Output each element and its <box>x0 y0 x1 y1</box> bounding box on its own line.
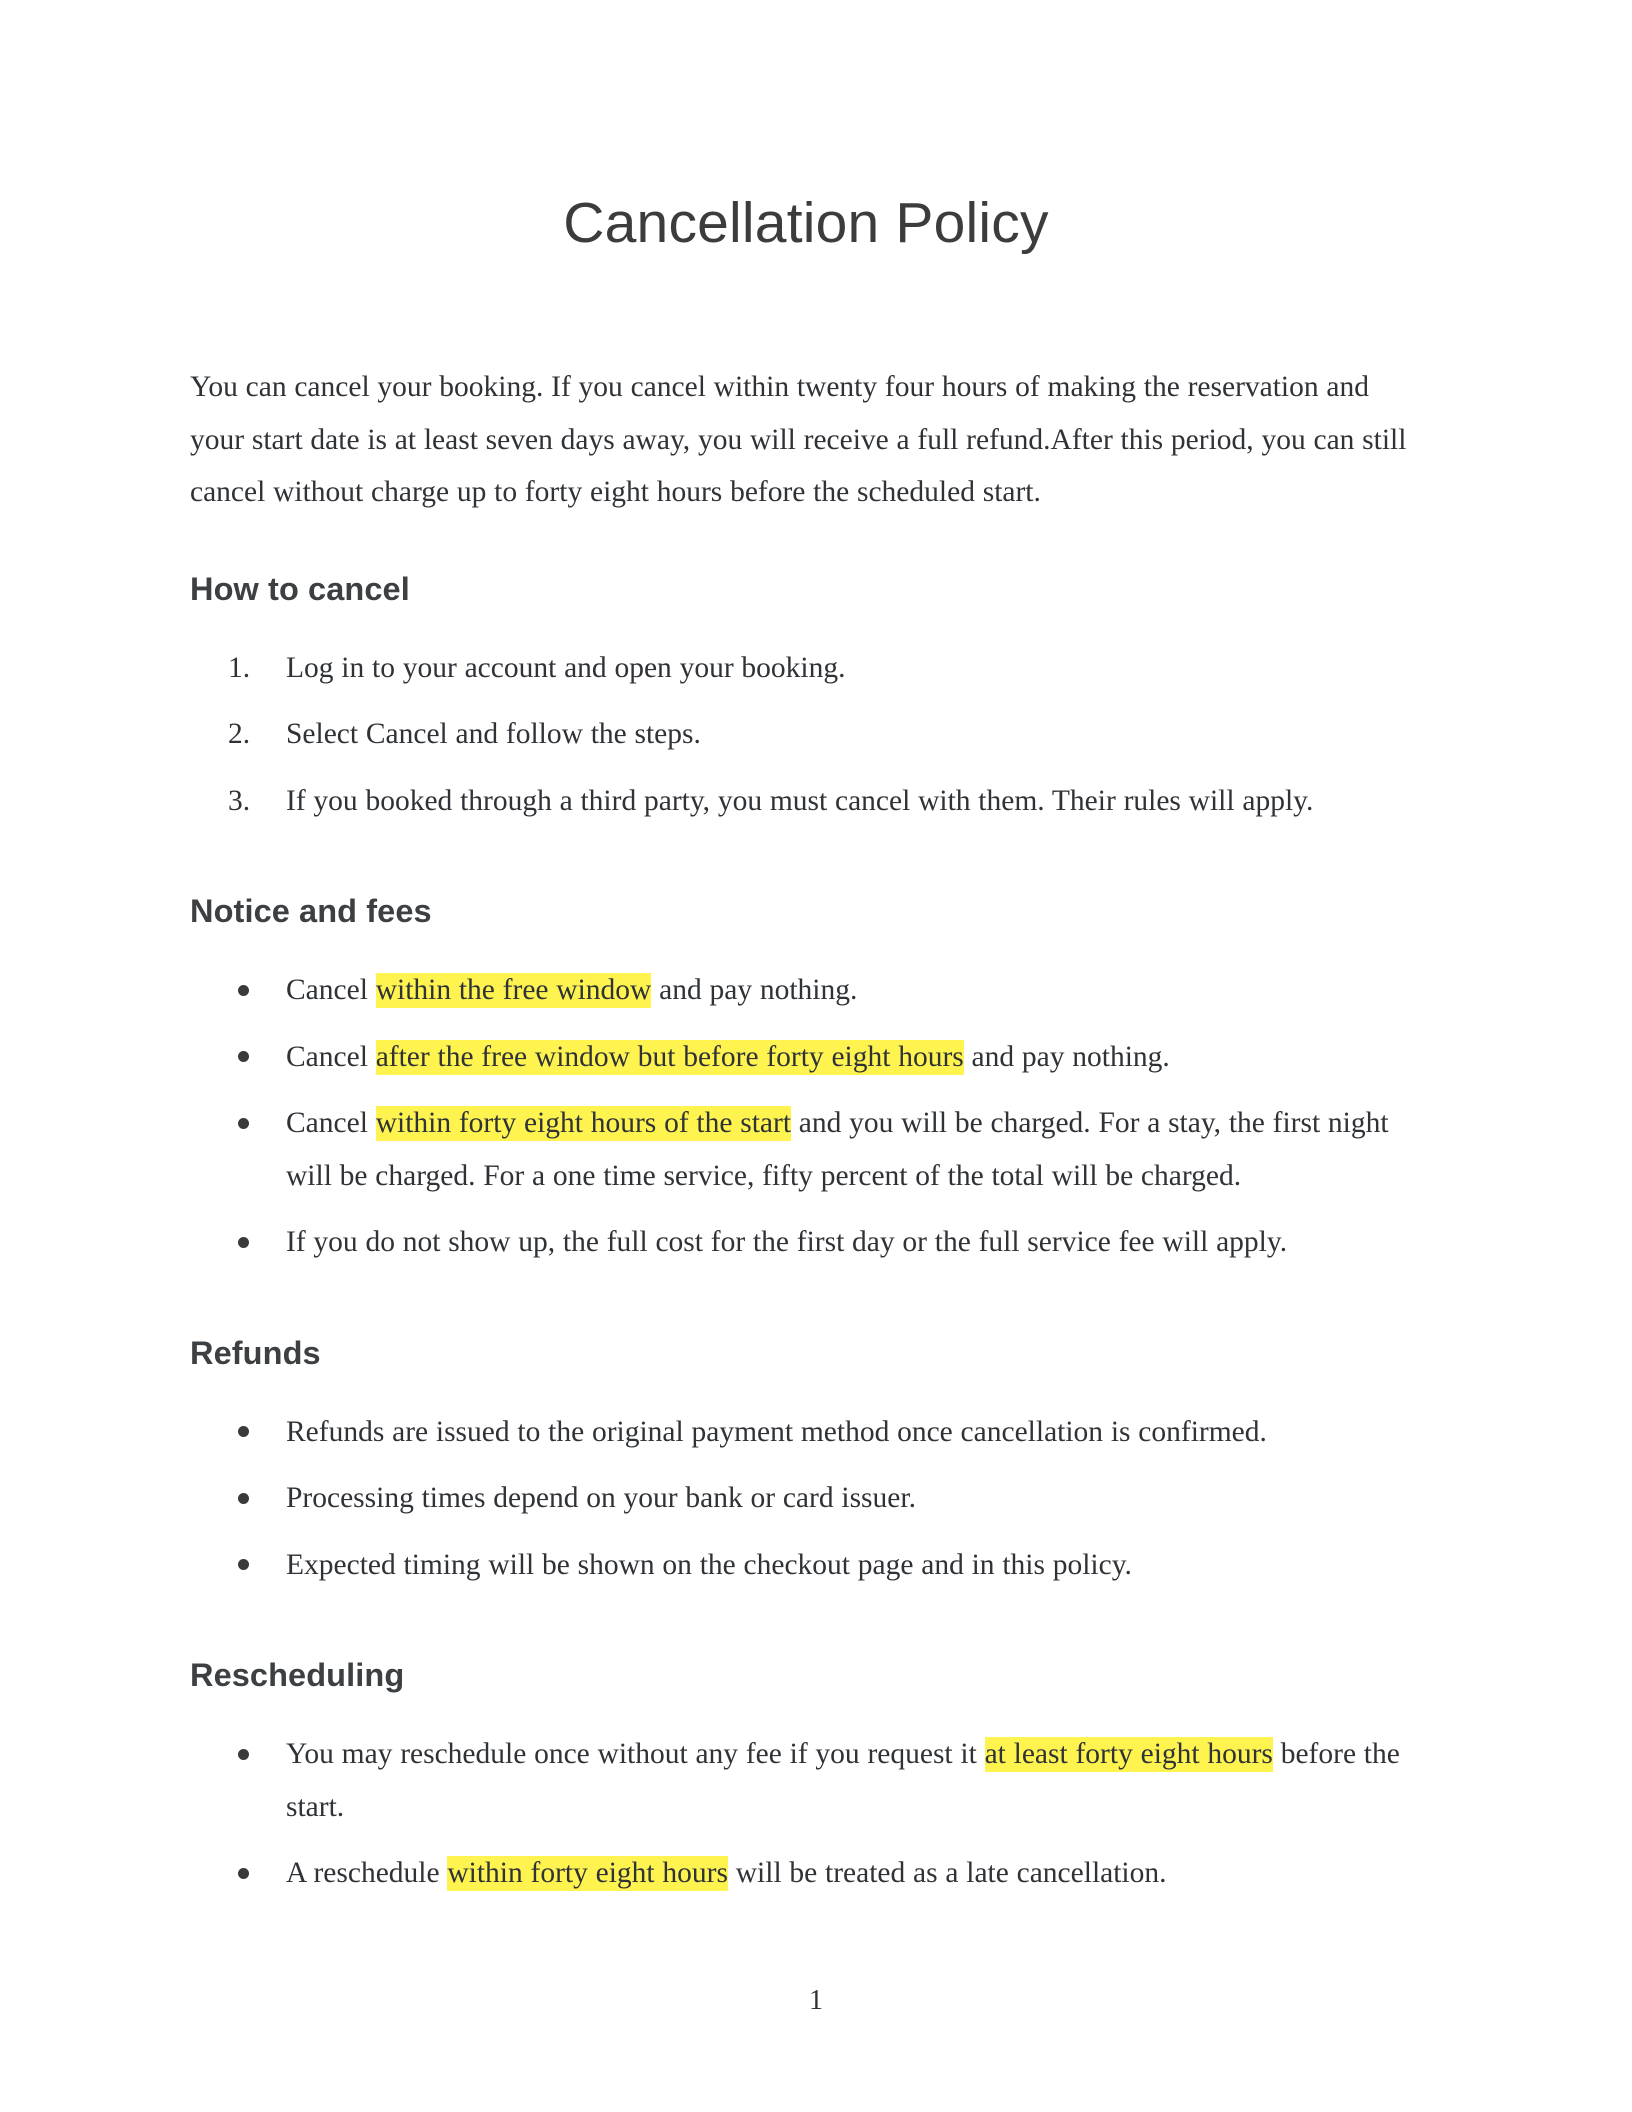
text-run: Expected timing will be shown on the checkout page and in this policy. <box>286 1548 1132 1581</box>
list-item-text <box>286 1737 1400 1823</box>
text-run: You may reschedule once without any fee if you request it <box>286 1738 985 1771</box>
bullet-icon <box>238 1216 249 1269</box>
text-run: Log in to your account and open your booking. <box>286 651 846 684</box>
list-number: 1. <box>228 651 251 684</box>
bullet-icon <box>238 1031 249 1084</box>
document-sections <box>190 519 1422 1900</box>
list-item <box>190 964 1422 1017</box>
bulleted-list <box>190 1372 1422 1592</box>
list-item-text <box>286 1106 1389 1192</box>
list-item <box>190 775 1422 828</box>
section-heading: Rescheduling <box>190 1657 405 1694</box>
list-item-text <box>286 973 857 1008</box>
text-run: and pay nothing. <box>651 974 858 1007</box>
text-run: Cancel <box>286 1107 376 1140</box>
bulleted-list <box>190 1694 1422 1900</box>
list-number: 3. <box>228 784 251 817</box>
list-item <box>190 642 1422 695</box>
bullet-icon <box>238 1847 249 1900</box>
text-run: Refunds are issued to the original payment method once cancellation is confirmed. <box>286 1415 1267 1448</box>
text-run: Select Cancel and follow the steps. <box>286 718 701 751</box>
list-item-text <box>286 718 701 750</box>
ordered-list <box>190 608 1422 828</box>
page-number: 1 <box>809 1985 823 2016</box>
section-heading: Notice and fees <box>190 893 432 930</box>
section-heading: How to cancel <box>190 570 410 607</box>
text-run: before the start. <box>286 1738 1400 1823</box>
list-item-text <box>286 1856 1167 1891</box>
text-run: Cancel <box>286 1040 376 1073</box>
list-item <box>190 1472 1422 1525</box>
page-title: Cancellation Policy <box>563 191 1049 255</box>
text-run: and pay nothing. <box>963 1040 1170 1073</box>
list-item-text <box>286 652 846 684</box>
intro-paragraph: You can cancel your booking. If you cancel within twenty four hours of making the reservation and your start date is at least seven days away, you will receive a full refund.After this period, you can still cancel without charge up to forty eight hours before the scheduled start. <box>190 371 1407 509</box>
bullet-icon <box>238 1539 249 1592</box>
highlighted-text: within forty eight hours <box>447 1857 728 1890</box>
list-number: 2. <box>228 718 251 751</box>
highlighted-text: at least forty eight hours <box>984 1738 1273 1771</box>
list-item <box>190 1847 1422 1900</box>
bullet-icon <box>238 1097 249 1150</box>
text-run: Cancel <box>286 974 376 1007</box>
text-run: Processing times depend on your bank or card issuer. <box>286 1482 916 1515</box>
highlighted-text: after the free window but before forty eight hours <box>375 1040 964 1073</box>
bullet-icon <box>238 964 249 1017</box>
list-item <box>190 708 1422 761</box>
list-item <box>190 1216 1422 1269</box>
list-item <box>190 1031 1422 1084</box>
list-item-text <box>286 1416 1267 1448</box>
text-run: If you do not show up, the full cost for the first day or the full service fee will apply. <box>286 1226 1288 1259</box>
bullet-icon <box>238 1406 249 1459</box>
section-heading: Refunds <box>190 1334 321 1371</box>
text-run: A reschedule <box>286 1857 448 1890</box>
list-item-text <box>286 1549 1132 1581</box>
highlighted-text: within the free window <box>375 974 652 1007</box>
document-content <box>190 0 1422 1914</box>
list-item <box>190 1406 1422 1459</box>
text-run: will be treated as a late cancellation. <box>727 1857 1167 1890</box>
list-item <box>190 1539 1422 1592</box>
list-item <box>190 1097 1422 1202</box>
highlighted-text: within forty eight hours of the start <box>375 1107 792 1140</box>
list-item-text <box>286 785 1313 817</box>
list-item-text <box>286 1226 1287 1258</box>
bullet-icon <box>238 1728 249 1781</box>
list-item-text <box>286 1482 916 1514</box>
bulleted-list <box>190 930 1422 1269</box>
list-item <box>190 1728 1422 1833</box>
text-run: and you will be charged. For a stay, the first night will be charged. For a one time service, fifty percent of the total will be charged. <box>286 1107 1389 1192</box>
list-item-text <box>286 1040 1170 1075</box>
bullet-icon <box>238 1472 249 1525</box>
text-run: If you booked through a third party, you must cancel with them. Their rules will apply. <box>286 784 1314 817</box>
